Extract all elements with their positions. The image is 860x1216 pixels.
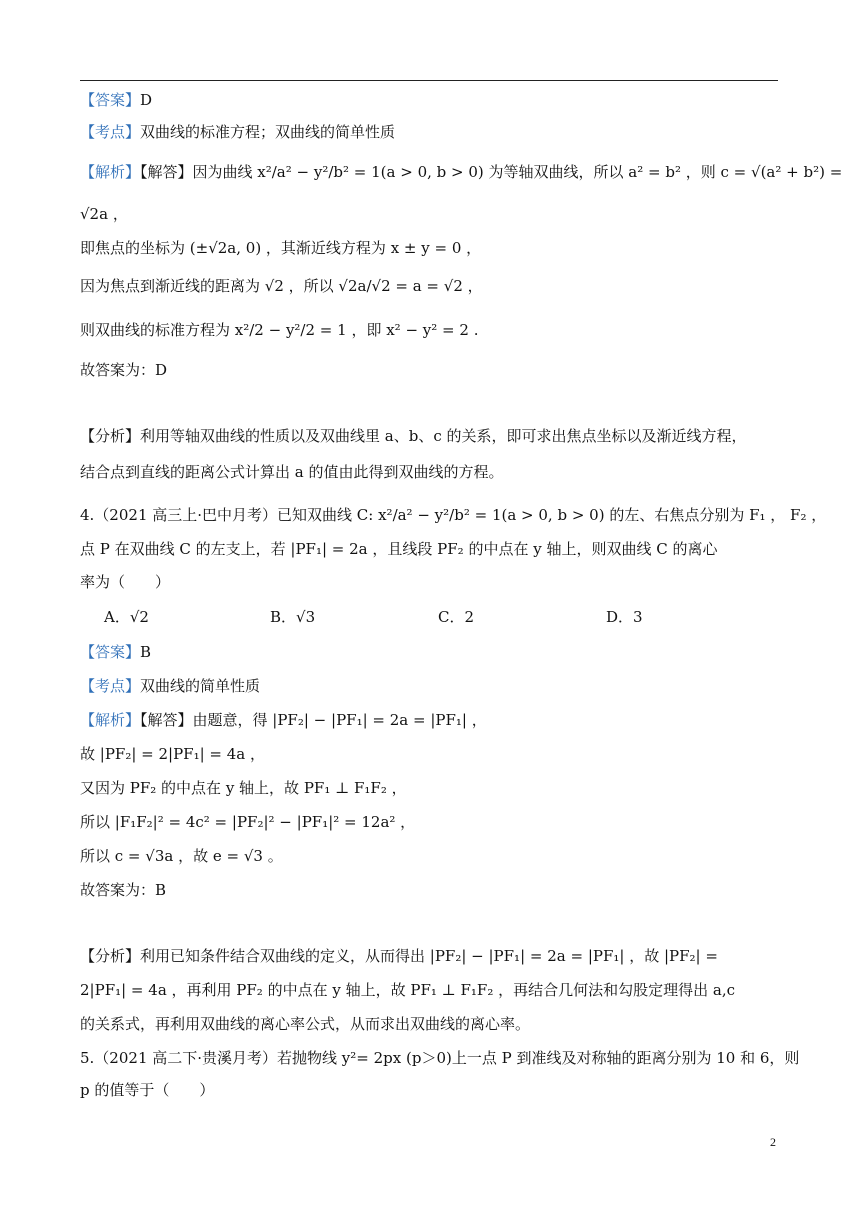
q3-analysis-line-4: 因为焦点到渐近线的距离为 √2 ，所以 √2a/√2 = a = √2 ， <box>80 277 483 295</box>
q4-stem-line-1: 4.（2021 高三上·巴中月考）已知双曲线 C: x²/a² − y²/b² = 1(a > 0, b > 0) 的左、右焦点分别为 F₁ ， F₂ ， <box>80 506 827 524</box>
choice-d: D．3 <box>606 608 643 626</box>
q3-analysis-line-2: √2a ， <box>80 205 128 223</box>
answer-tag: 【答案】 <box>80 91 141 109</box>
q3-final-answer: 故答案为：D <box>80 361 168 379</box>
q4-fenxi-line-2: 2|PF₁| = 4a ，再利用 PF₂ 的中点在 y 轴上，故 PF₁ ⊥ F₁F₂ ，再结合几何法和勾股定理得出 a,c <box>80 981 736 999</box>
q3-topic-line <box>80 122 780 142</box>
answer-value: D <box>140 91 153 109</box>
analysis-text: 【解答】由题意，得 |PF₂| − |PF₁| = 2a = |PF₁| ， <box>140 711 487 729</box>
q4-answer-line <box>80 642 780 662</box>
q3-analysis-line-1 <box>80 162 843 182</box>
topic-value: 双曲线的标准方程；双曲线的简单性质 <box>140 123 396 141</box>
q3-fenxi-line-1: 【分析】利用等轴双曲线的性质以及双曲线里 a、b、c 的关系，即可求出焦点坐标以及渐近线方程， <box>80 427 747 445</box>
q4-topic-line <box>80 676 780 696</box>
q3-analysis-line-5: 则双曲线的标准方程为 x²/2 − y²/2 = 1 ，即 x² − y² = 2 . <box>80 321 479 339</box>
q4-stem-line-2: 点 P 在双曲线 C 的左支上，若 |PF₁| = 2a ，且线段 PF₂ 的中点在 y 轴上，则双曲线 C 的离心 <box>80 540 718 558</box>
page-number: 2 <box>770 1135 776 1149</box>
answer-value: B <box>140 643 152 661</box>
q5-stem-line-2: p 的值等于（ ） <box>80 1081 215 1099</box>
q4-analysis-line-3: 又因为 PF₂ 的中点在 y 轴上，故 PF₁ ⊥ F₁F₂ ， <box>80 779 407 797</box>
topic-value: 双曲线的简单性质 <box>140 677 261 695</box>
q4-analysis-line-5: 所以 c = √3a ，故 e = √3 。 <box>80 847 283 865</box>
topic-tag: 【考点】 <box>80 677 141 695</box>
q4-fenxi-line-1: 【分析】利用已知条件结合双曲线的定义，从而得出 |PF₂| − |PF₁| = 2a = |PF₁| ，故 |PF₂| = <box>80 947 718 965</box>
q4-fenxi-line-3: 的关系式，再利用双曲线的离心率公式，从而求出双曲线的离心率。 <box>80 1015 531 1033</box>
q4-final-answer: 故答案为：B <box>80 881 167 899</box>
q4-analysis-line-2: 故 |PF₂| = 2|PF₁| = 4a ， <box>80 745 266 763</box>
analysis-tag: 【解析】 <box>80 163 141 181</box>
analysis-tag: 【解析】 <box>80 711 141 729</box>
topic-tag: 【考点】 <box>80 123 141 141</box>
q3-answer-line <box>80 90 780 110</box>
q3-analysis-line-3: 即焦点的坐标为 (±√2a, 0) ，其渐近线方程为 x ± y = 0 ， <box>80 239 482 257</box>
q5-stem-line-1: 5.（2021 高二下·贵溪月考）若抛物线 y²= 2px (p＞0)上一点 P 到准线及对称轴的距离分别为 10 和 6，则 <box>80 1049 800 1067</box>
q4-choices <box>104 606 764 628</box>
analysis-text: 【解答】因为曲线 x²/a² − y²/b² = 1(a > 0, b > 0) 为等轴双曲线，所以 a² = b² ，则 c = √(a² + b²) = <box>140 163 843 181</box>
q4-stem-line-3: 率为（ ） <box>80 573 171 591</box>
choice-b: B．√3 <box>270 608 316 626</box>
header-rule <box>80 80 778 81</box>
choice-a: A．√2 <box>104 608 149 626</box>
choice-c: C．2 <box>438 608 475 626</box>
q4-analysis-line-1 <box>80 710 780 730</box>
q4-analysis-line-4: 所以 |F₁F₂|² = 4c² = |PF₂|² − |PF₁|² = 12a² ， <box>80 813 416 831</box>
answer-tag: 【答案】 <box>80 643 141 661</box>
q3-fenxi-line-2: 结合点到直线的距离公式计算出 a 的值由此得到双曲线的方程。 <box>80 463 504 481</box>
